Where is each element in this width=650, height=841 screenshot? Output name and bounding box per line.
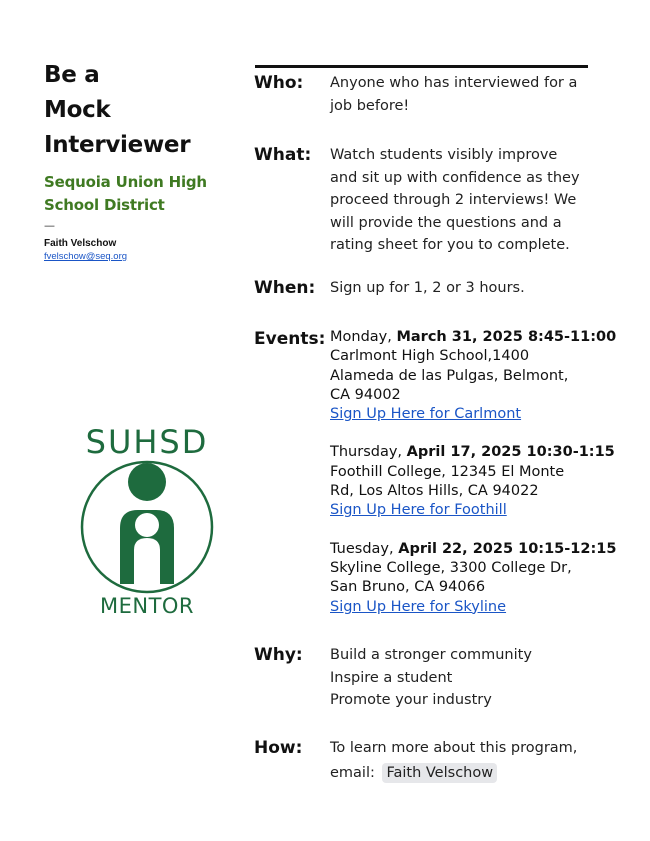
event-datetime: April 17, 2025 10:30-1:15 [406, 444, 615, 461]
why-content [330, 644, 590, 712]
why-line: Build a stronger community [330, 647, 532, 663]
event-datetime: March 31, 2025 8:45-11:00 [396, 329, 617, 345]
what-label: What: [254, 145, 312, 165]
signup-link-foothill[interactable]: Sign Up Here for Foothill [330, 502, 507, 519]
signup-link-skyline[interactable]: Sign Up Here for Skyline [330, 598, 507, 615]
event-item-carlmont [330, 328, 617, 424]
what-line: rating sheet for you to complete. [330, 237, 570, 253]
org-line-2: School District [44, 196, 165, 214]
how-line: To learn more about this program, [330, 740, 578, 756]
when-label: When: [254, 278, 316, 298]
when-content [330, 277, 590, 300]
how-content [330, 737, 590, 784]
why-line: Inspire a student [330, 669, 453, 686]
how-email-line [330, 762, 590, 785]
events-label: Events: [254, 329, 326, 349]
page-title-line-1: Be a [44, 62, 100, 88]
left-column [44, 58, 234, 263]
contact-name: Faith Velschow [44, 238, 117, 249]
event-address-line: San Bruno, CA 94066 [330, 579, 486, 596]
how-label: How: [254, 738, 303, 758]
who-line: Anyone who has interviewed for a [330, 75, 578, 91]
event-address-line: Foothill College, 12345 El Monte [330, 463, 565, 480]
event-datetime: April 22, 2025 10:15-12:15 [398, 540, 617, 557]
what-line: and sit up with confidence as they [330, 169, 580, 186]
what-line: proceed through 2 interviews! We [330, 192, 577, 208]
header-rule [255, 65, 588, 68]
page-title-line-3: Interviewer [44, 132, 191, 158]
logo-top-text: SUHSD [85, 423, 209, 461]
event-address-line: Alameda de las Pulgas, Belmont, [330, 367, 569, 384]
when-text: Sign up for 1, 2 or 3 hours. [330, 280, 525, 296]
logo-bottom-text: MENTOR [99, 594, 195, 618]
what-line: Watch students visibly improve [330, 147, 558, 163]
event-item-skyline [330, 540, 617, 617]
event-date [330, 328, 617, 347]
contact-person-chip[interactable]: Faith Velschow [382, 763, 497, 783]
what-line: will provide the questions and a [330, 214, 562, 231]
mentor-person-icon [78, 460, 216, 594]
how-email-prefix: email: [330, 764, 380, 781]
who-content [330, 72, 590, 117]
contact-email-link[interactable]: fvelschow@seq.org [44, 251, 128, 262]
why-line: Promote your industry [330, 692, 492, 708]
event-address-line: Skyline College, 3300 College Dr, [330, 559, 572, 576]
what-content [330, 144, 590, 257]
why-label: Why: [254, 645, 303, 665]
event-address-line: CA 94002 [330, 386, 401, 403]
event-item-foothill [330, 443, 615, 520]
event-address-line: Carlmont High School,1400 [330, 348, 530, 365]
events-list [330, 328, 617, 636]
who-label: Who: [254, 73, 304, 93]
event-day: Tuesday, [330, 540, 399, 557]
organization-name [44, 171, 234, 217]
event-date [330, 443, 615, 462]
event-day: Monday, [330, 329, 397, 345]
suhsd-mentor-logo [76, 424, 218, 620]
event-address-line: Rd, Los Altos Hills, CA 94022 [330, 483, 539, 500]
who-line: job before! [330, 97, 410, 114]
signup-link-carlmont[interactable]: Sign Up Here for Carlmont [330, 406, 522, 423]
page-title-line-2: Mock [44, 97, 111, 123]
divider-dash: — [44, 219, 55, 232]
event-date [330, 540, 617, 559]
org-line-1: Sequoia Union High [44, 173, 207, 191]
event-day: Thursday, [330, 444, 407, 461]
